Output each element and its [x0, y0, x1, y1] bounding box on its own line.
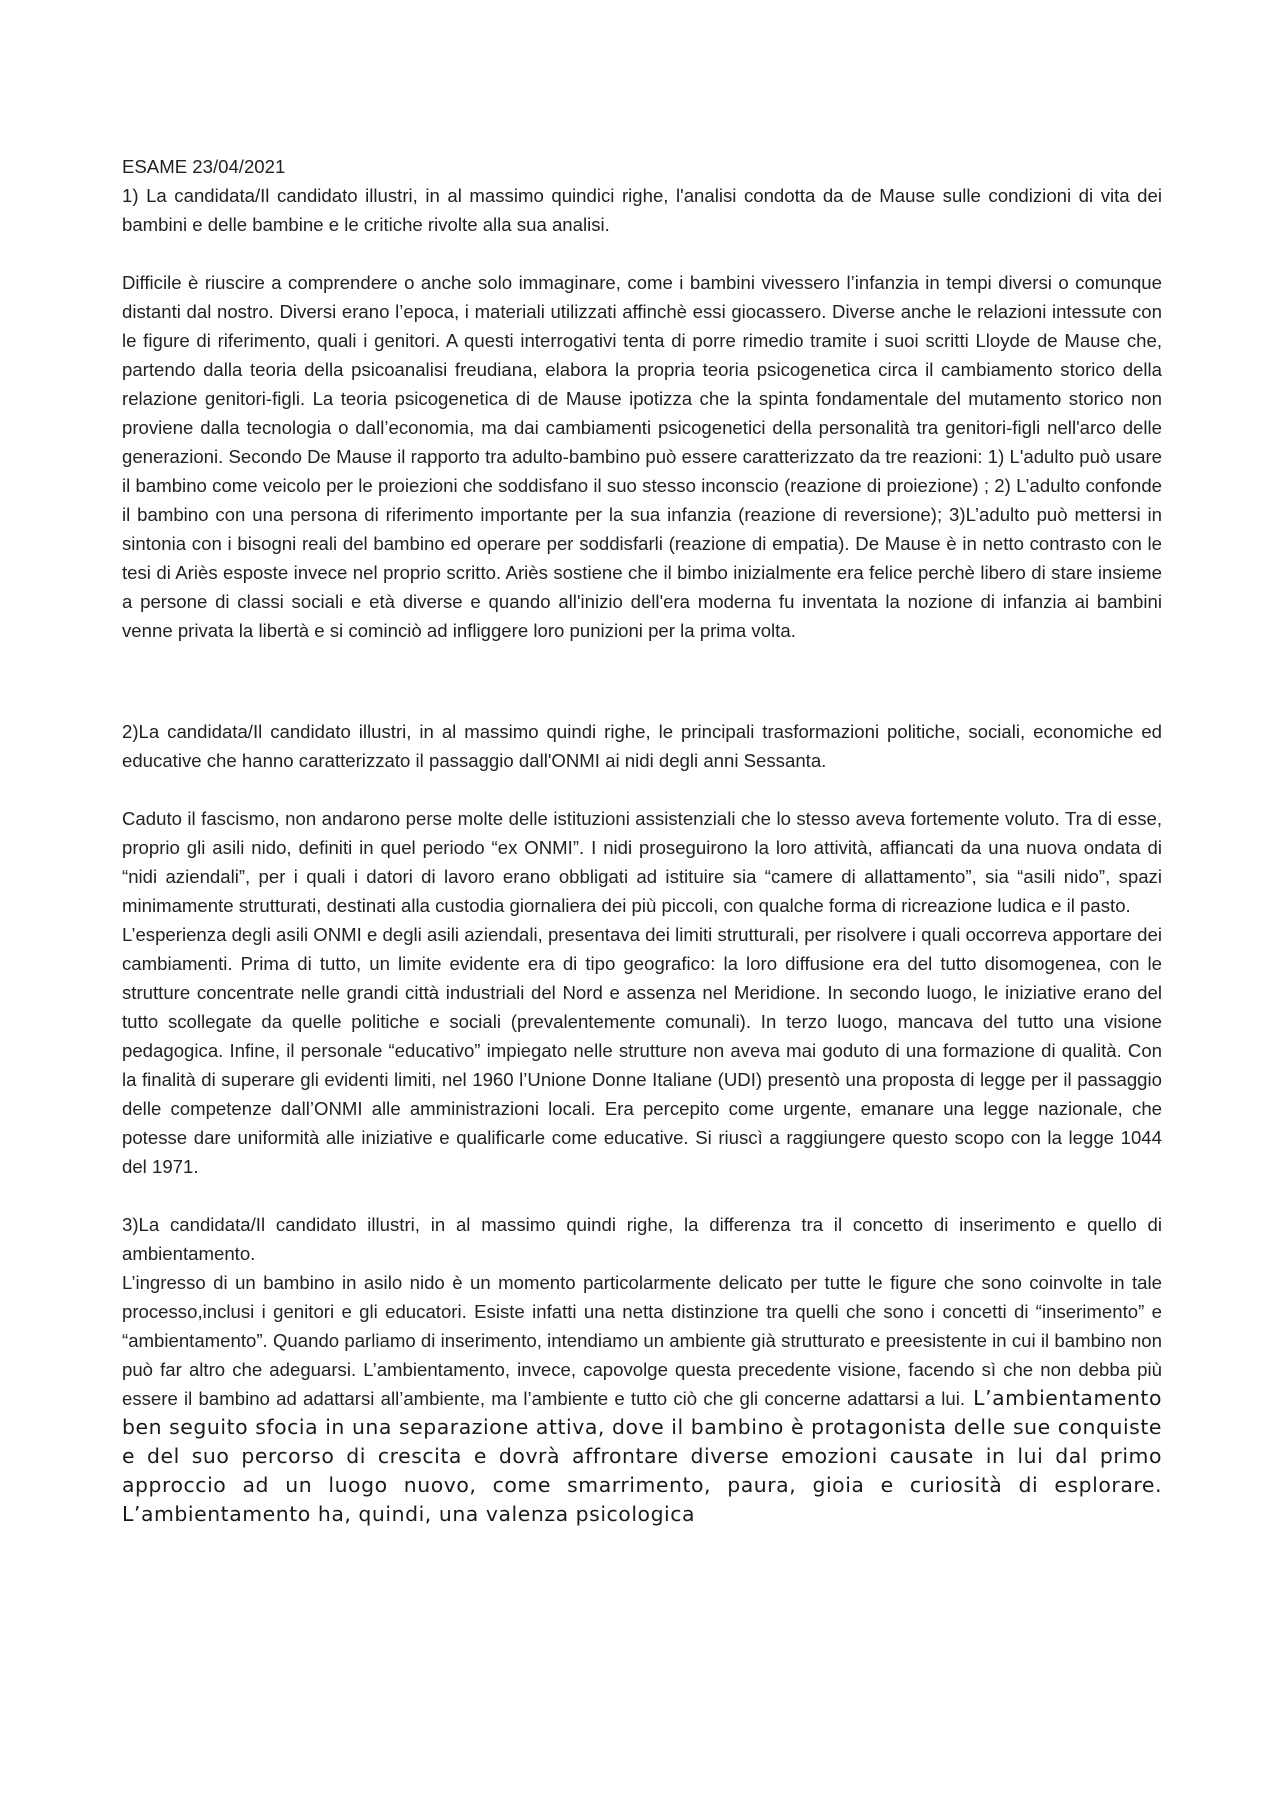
answer-2-paragraph-1: Caduto il fascismo, non andarono perse molte delle istituzioni assistenziali che lo stesso aveva fortemente voluto. Tra di esse, proprio gli asili nido, definiti in quel periodo “ex ONMI”. I nidi proseguirono la loro attività, affiancati da una nuova ondata di “nidi aziendali”, per i quali i datori di lavoro erano obbligati ad istituire sia “camere di allattamento”, sia “asili nido”, spazi minimamente strutturati, destinati alla custodia giornaliera dei più piccoli, con qualche forma di ricreazione ludica e il pasto.: [122, 808, 1162, 916]
answer-3: [122, 1268, 1162, 1529]
answer-2-paragraph-2: L’esperienza degli asili ONMI e degli asili aziendali, presentava dei limiti strutturali, per risolvere i quali occorreva apportare dei cambiamenti. Prima di tutto, un limite evidente era di tipo geografico: la loro diffusione era del tutto disomogenea, con le strutture concentrate nelle grandi città industriali del Nord e assenza nel Meridione. In secondo luogo, le iniziative erano del tutto scollegate da quelle politiche e sociali (prevalentemente comunali). In terzo luogo, mancava del tutto una visione pedagogica. Infine, il personale “educativo” impiegato nelle strutture non aveva mai goduto di una formazione di qualità. Con la finalità di superare gli evidenti limiti, nel 1960 l’Unione Donne Italiane (UDI) presentò una proposta di legge per il passaggio delle competenze dall’ONMI alle amministrazioni locali. Era percepito come urgente, emanare una legge nazionale, che potesse dare uniformità alle iniziative e qualificarle come educative. Si riuscì a raggiungere questo scopo con la legge 1044 del 1971.: [122, 924, 1162, 1177]
spacer: [122, 775, 1162, 804]
exam-title: ESAME 23/04/2021: [122, 156, 286, 177]
spacer: [122, 1181, 1162, 1210]
question-1: 1) La candidata/Il candidato illustri, in al massimo quindici righe, l'analisi condotta da de Mause sulle condizioni di vita dei bambini e delle bambine e le critiche rivolte alla sua analisi.: [122, 185, 1162, 235]
document-page: [122, 152, 1162, 1529]
answer-3-part-a: L’ingresso di un bambino in asilo nido è un momento particolarmente delicato per tutte le figure che sono coinvolte in tale processo,inclusi i genitori e gli educatori. Esiste infatti una netta distinzione tra quelli che sono i concetti di “inserimento” e “ambientamento”. Quando parliamo di inserimento, intendiamo un ambiente già strutturato e preesistente in cui il bambino non può far altro che adeguarsi. L’ambientamento, invece, capovolge questa precedente visione, facendo sì che non debba più essere il bambino ad adattarsi all’ambiente, ma l’ambiente e tutto ciò che gli concerne adattarsi a lui.: [122, 1272, 1162, 1409]
question-2: 2)La candidata/Il candidato illustri, in al massimo quindi righe, le principali trasformazioni politiche, sociali, economiche ed educative che hanno caratterizzato il passaggio dall'ONMI ai nidi degli anni Sessanta.: [122, 721, 1162, 771]
spacer: [122, 645, 1162, 717]
spacer: [122, 239, 1162, 268]
answer-1: Difficile è riuscire a comprendere o anche solo immaginare, come i bambini vivessero l’infanzia in tempi diversi o comunque distanti dal nostro. Diversi erano l’epoca, i materiali utilizzati affinchè essi giocassero. Diverse anche le relazioni intessute con le figure di riferimento, quali i genitori. A questi interrogativi tenta di porre rimedio tramite i suoi scritti Lloyde de Mause che, partendo dalla teoria della psicoanalisi freudiana, elabora la propria teoria psicogenetica circa il cambiamento storico della relazione genitori-figli. La teoria psicogenetica di de Mause ipotizza che la spinta fondamentale del mutamento storico non proviene dalla tecnologia o dall’economia, ma dai cambiamenti psicogenetici della personalità tra genitori-figli nell'arco delle generazioni. Secondo De Mause il rapporto tra adulto-bambino può essere caratterizzato da tre reazioni: 1) L'adulto può usare il bambino come veicolo per le proiezioni che soddisfano il suo stesso inconscio (reazione di proiezione) ; 2) L’adulto confonde il bambino con una persona di riferimento importante per la sua infanzia (reazione di reversione); 3)L’adulto può mettersi in sintonia con i bisogni reali del bambino ed operare per soddisfarli (reazione di empatia). De Mause è in netto contrasto con le tesi di Ariès esposte invece nel proprio scritto. Ariès sostiene che il bimbo inizialmente era felice perchè libero di stare insieme a persone di classi sociali e età diverse e quando all'inizio dell'era moderna fu inventata la nozione di infanzia ai bambini venne privata la libertà e si cominciò ad infliggere loro punizioni per la prima volta.: [122, 272, 1162, 641]
question-3: 3)La candidata/Il candidato illustri, in al massimo quindi righe, la differenza tra il concetto di inserimento e quello di ambientamento.: [122, 1214, 1162, 1264]
answer-3-part-b: L’ambientamento ben seguito sfocia in una separazione attiva, dove il bambino è protagonista delle sue conquiste e del suo percorso di crescita e dovrà affrontare diverse emozioni causate in lui dal primo approccio ad un luogo nuovo, come smarrimento, paura, gioia e curiosità di esplorare. L’ambientamento ha, quindi, una valenza psicologica: [122, 1386, 1162, 1526]
